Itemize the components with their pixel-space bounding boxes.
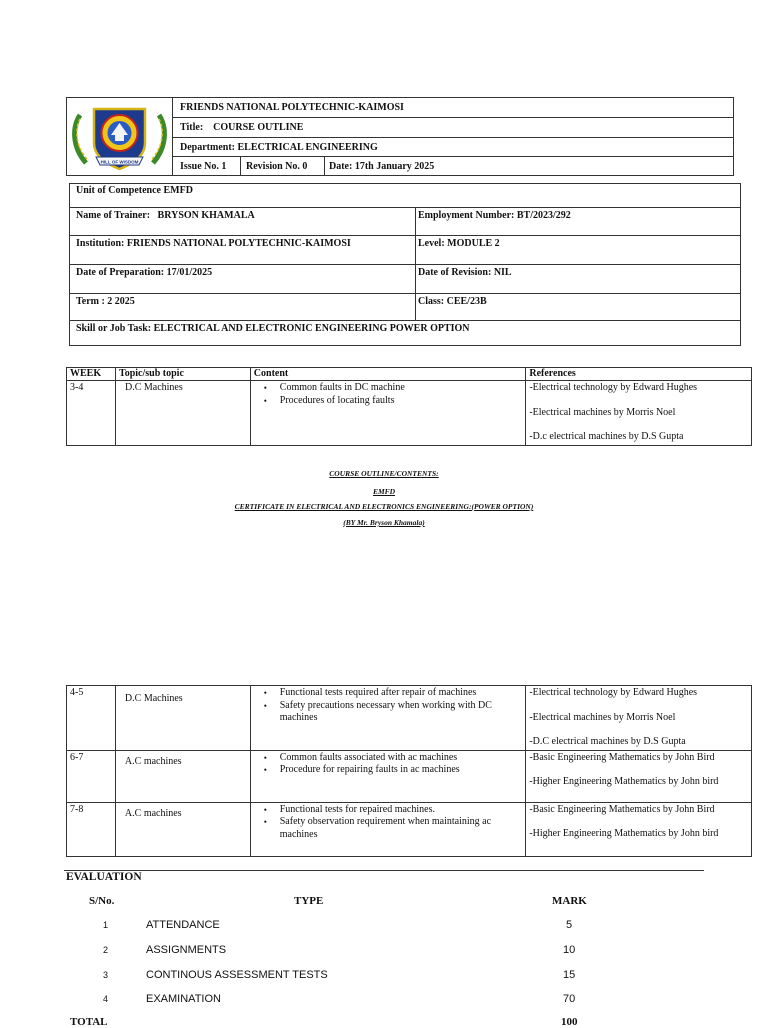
evaluation-row-mark: 5	[566, 919, 573, 931]
content-cell	[250, 686, 526, 751]
col-content: Content	[250, 368, 526, 381]
content-item: • Functional tests required after repair of machines	[276, 687, 523, 700]
evaluation-row-number: 1	[103, 920, 109, 930]
topic-cell: A.C machines	[115, 802, 250, 856]
unit-competence: Unit of Competence EMFD	[76, 185, 193, 196]
evaluation-col-sno: S/No.	[89, 895, 115, 907]
evaluation-row-number: 4	[103, 994, 109, 1004]
header-title-row	[173, 118, 734, 138]
issue-number: Issue No. 1	[180, 161, 227, 172]
col-topic: Topic/sub topic	[115, 368, 250, 381]
institution-row	[69, 236, 741, 265]
col-references: References	[526, 368, 752, 381]
revision-number: Revision No. 0	[246, 161, 308, 172]
evaluation-divider	[64, 870, 704, 871]
content-cell	[250, 802, 526, 856]
trainer-name: Name of Trainer: BRYSON KHAMALA	[76, 210, 255, 221]
topic-cell: D.C Machines	[115, 686, 250, 751]
reference-item: -Electrical technology by Edward Hughes	[529, 687, 698, 698]
topics-table-2	[66, 685, 752, 857]
header-issue-row	[173, 157, 734, 176]
date-of-revision: Date of Revision: NIL	[415, 265, 512, 293]
date-cell	[325, 157, 434, 176]
reference-item: -Electrical technology by Edward Hughes	[529, 382, 698, 393]
course-name: CERTIFICATE IN ELECTRICAL AND ELECTRONICS ENGINEERING:(POWER OPTION)	[234, 502, 534, 511]
course-author: (BY Mr. Bryson Khamala)	[343, 518, 425, 527]
content-item: • Functional tests for repaired machines.	[276, 804, 523, 817]
table-row	[67, 802, 752, 856]
evaluation-col-type: TYPE	[294, 895, 324, 907]
content-item: • Safety observation requirement when maintaining ac machines	[276, 816, 523, 841]
references-cell	[526, 686, 752, 751]
logo-cell	[66, 97, 173, 176]
skill-task: Skill or Job Task: ELECTRICAL AND ELECTRONIC ENGINEERING POWER OPTION	[76, 323, 470, 334]
header-institution-row	[173, 97, 734, 118]
evaluation-total-mark: 100	[561, 1016, 578, 1028]
evaluation-col-mark: MARK	[552, 895, 587, 907]
evaluation-heading: EVALUATION	[66, 871, 142, 883]
week-cell: 6-7	[67, 750, 116, 802]
evaluation-row-type: CONTINOUS ASSESSMENT TESTS	[146, 969, 328, 981]
references-cell	[526, 381, 752, 446]
content-item: • Common faults in DC machine	[276, 382, 523, 395]
topic-cell: D.C Machines	[115, 381, 250, 446]
header-department: Department: ELECTRICAL ENGINEERING	[180, 141, 378, 153]
evaluation-row-mark: 70	[563, 993, 576, 1005]
evaluation-row-mark: 15	[563, 969, 576, 981]
trainer-row	[69, 208, 741, 236]
content-item: • Procedures of locating faults	[276, 395, 523, 408]
date-of-preparation: Date of Preparation: 17/01/2025	[76, 267, 213, 278]
topic-cell: A.C machines	[115, 750, 250, 802]
employment-number: Employment Number: BT/2023/292	[415, 208, 571, 235]
course-outline-heading: COURSE OUTLINE/CONTENTS:	[329, 469, 439, 478]
content-cell	[250, 381, 526, 446]
reference-item: -D.c electrical machines by D.S Gupta	[529, 431, 684, 442]
unit-competence-row	[69, 183, 741, 208]
issue-cell	[173, 157, 241, 176]
content-item: • Safety precautions necessary when working with DC machines	[276, 700, 523, 725]
table-row	[67, 686, 752, 751]
table-row	[67, 750, 752, 802]
term: Term : 2 2025	[76, 296, 135, 307]
term-row	[69, 294, 741, 321]
reference-item: -Basic Engineering Mathematics by John Bird	[529, 751, 715, 763]
content-item: • Procedure for repairing faults in ac machines	[276, 764, 523, 777]
preparation-row	[69, 265, 741, 294]
content-cell	[250, 750, 526, 802]
evaluation-row-type: ATTENDANCE	[146, 919, 220, 931]
table-header-row	[67, 368, 752, 381]
header-title: Title: COURSE OUTLINE	[180, 122, 304, 133]
evaluation-row-number: 2	[103, 945, 109, 955]
evaluation-total-label: TOTAL	[70, 1016, 108, 1028]
table-row	[67, 381, 752, 446]
logo-motto: HILL OF WISDOM	[100, 159, 139, 165]
institution-logo	[66, 97, 173, 176]
reference-item: -Electrical machines by Morris Noel	[529, 711, 676, 723]
reference-item: -Higher Engineering Mathematics by John bird	[529, 828, 719, 839]
reference-item: -Basic Engineering Mathematics by John Bird	[529, 803, 715, 815]
topics-table-1	[66, 367, 752, 446]
course-code: EMFD	[372, 487, 396, 496]
week-cell: 3-4	[67, 381, 116, 446]
reference-item: -Higher Engineering Mathematics by John bird	[529, 776, 719, 787]
content-item: • Common faults associated with ac machines	[276, 752, 523, 765]
week-cell: 7-8	[67, 802, 116, 856]
references-cell	[526, 802, 752, 856]
revision-cell	[241, 157, 325, 176]
evaluation-row-mark: 10	[563, 944, 576, 956]
evaluation-row-type: EXAMINATION	[146, 993, 221, 1005]
class: Class: CEE/23B	[415, 294, 487, 320]
col-week: WEEK	[67, 368, 116, 381]
reference-item: -D.C electrical machines by D.S Gupta	[529, 736, 686, 747]
unit-institution: Institution: FRIENDS NATIONAL POLYTECHNIC-KAIMOSI	[76, 238, 351, 249]
evaluation-row-number: 3	[103, 970, 109, 980]
skill-row	[69, 321, 741, 346]
evaluation-row-type: ASSIGNMENTS	[146, 944, 227, 956]
issue-date: Date: 17th January 2025	[329, 161, 435, 172]
week-cell: 4-5	[67, 686, 116, 751]
unit-level: Level: MODULE 2	[415, 236, 500, 264]
reference-item: -Electrical machines by Morris Noel	[529, 406, 676, 418]
references-cell	[526, 750, 752, 802]
header-department-row	[173, 138, 734, 157]
header-institution: FRIENDS NATIONAL POLYTECHNIC-KAIMOSI	[180, 101, 404, 113]
